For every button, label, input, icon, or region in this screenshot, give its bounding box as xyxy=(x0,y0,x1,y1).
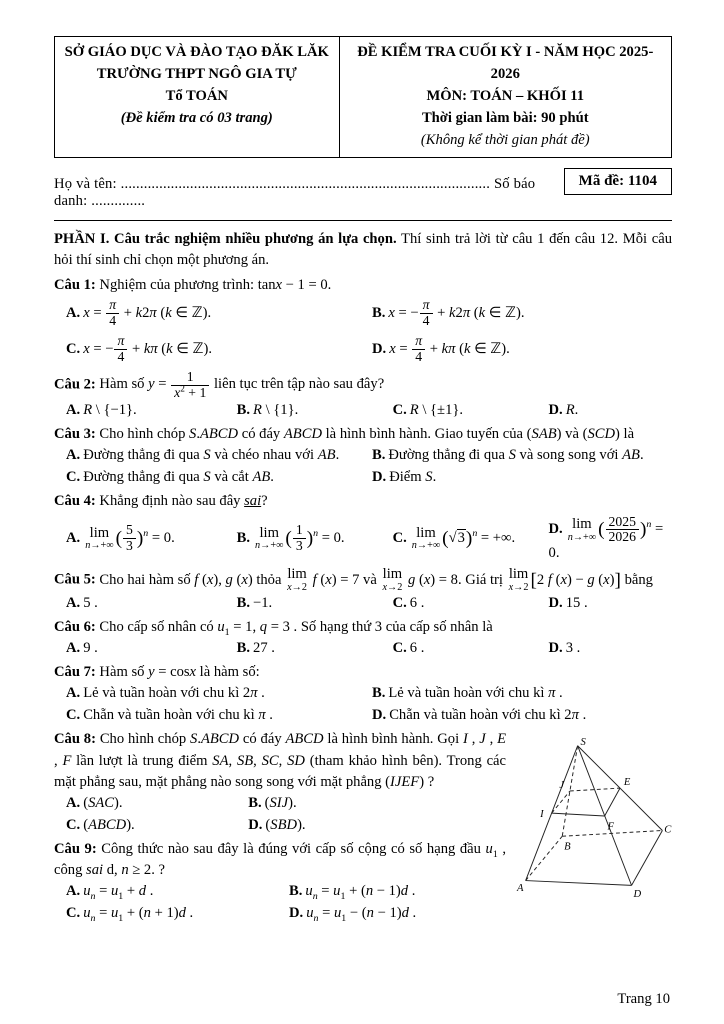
midpoint-label-J: J xyxy=(559,780,565,792)
department-line: SỞ GIÁO DỤC VÀ ĐÀO TẠO ĐĂK LĂK xyxy=(64,44,329,60)
name-and-id-line xyxy=(54,168,564,210)
duration-line: Thời gian làm bài: 90 phút xyxy=(421,109,589,126)
option-3D: D. Điểm S. xyxy=(372,469,437,486)
question-3 xyxy=(54,424,672,486)
subject-line: MÔN: TOÁN – KHỐI 11 xyxy=(426,87,585,104)
question-4-options xyxy=(54,515,672,563)
part1-instructions: Thí sinh trả lời từ câu 1 đến câu 12. Mỗi câu hỏi thí sinh chỉ chọn một phương án. xyxy=(54,231,672,268)
option-9A: A. $u_n = u_1 + d$ . xyxy=(66,883,154,903)
part1-heading xyxy=(54,229,672,270)
question-4 xyxy=(54,491,672,562)
duration-note-line: (Không kể thời gian phát đề) xyxy=(420,131,590,148)
option-8D: D. (SBD). xyxy=(248,816,306,833)
option-1A: A. x = $\frac{\pi}{4}$ + k2π (k ∈ ℤ). xyxy=(66,297,212,329)
question-9-text: Câu 9: Công thức nào sau đây là đúng với cấp số cộng có số hạng đầu $u_1$ , công sai d, n ≥ 2. ? xyxy=(54,840,507,879)
question-3-options xyxy=(54,447,672,486)
option-1D: D. x = $\frac{\pi}{4}$ + kπ (k ∈ ℤ). xyxy=(372,333,510,364)
option-6B: B. 27 . xyxy=(236,640,275,657)
edge-IJ-hidden xyxy=(552,791,570,813)
option-4A: A. lim n→+∞ ( $\frac{5}{3}$ )$^n$ = 0. xyxy=(66,522,175,553)
page-number: Trang 10 xyxy=(617,991,670,1007)
question-2-text: Câu 2: Hàm số y = $\frac{1}{x^2 + 1}$ liên tục trên tập nào sau đây? xyxy=(54,368,385,400)
school-block xyxy=(55,37,340,157)
question-9-options xyxy=(54,883,506,925)
option-8A: A. (SAC). xyxy=(66,794,123,811)
exam-title-block xyxy=(340,37,671,157)
exam-code-box: Mã đề: 1104 xyxy=(564,168,672,195)
pyramid-figure xyxy=(516,731,672,903)
edge-AB-hidden xyxy=(526,837,563,881)
header-divider xyxy=(54,220,672,221)
edge-EF xyxy=(605,789,620,817)
option-6D: D. 3 . xyxy=(548,640,581,657)
vertex-label-S: S xyxy=(580,737,586,749)
option-9D: D. $u_n = u_1 - (n - 1)d$ . xyxy=(289,905,417,925)
option-1C: C. x = − $\frac{\pi}{4}$ + kπ (k ∈ ℤ). xyxy=(66,333,213,364)
question-6-options xyxy=(54,640,672,657)
option-5B: B. −1. xyxy=(236,595,273,612)
option-7B: B. Lẻ và tuần hoàn với chu kì π . xyxy=(372,685,563,702)
name-field-label: Họ và tên: ................................................................................................ xyxy=(54,176,491,193)
option-5D: D. 15 . xyxy=(548,595,588,612)
option-6A: A. 9 . xyxy=(66,640,98,657)
option-7C: C. Chẵn và tuần hoàn với chu kì π . xyxy=(66,707,273,724)
option-3A: A. Đường thẳng đi qua S và chéo nhau với AB. xyxy=(66,447,340,464)
option-3B: B. Đường thẳng đi qua S và song song với AB. xyxy=(372,447,644,464)
edge-SC xyxy=(578,746,663,831)
question-8-text: Câu 8: Cho hình chóp S.ABCD có đáy ABCD là hình bình hành. Gọi I , J , E , F lần lượt là trung điểm SA, SB, SC, SD (tham khảo hình bên). Trong các mặt phẳng sau, mặt phẳng nào song song với mặt phẳng (IJEF) ? xyxy=(54,731,506,790)
vertex-label-A: A xyxy=(516,883,524,895)
question-2 xyxy=(54,370,672,420)
question-5-text: Câu 5: Cho hai hàm số f (x), g (x) thỏa lim x→2 f (x) = 7 và lim x→2 g (x) = 8. Giá trị lim x→2 [2 f (x) − g (x)] bằng xyxy=(54,566,653,593)
pages-note-line: (Đề kiểm tra có 03 trang) xyxy=(120,109,273,126)
option-5A: A. 5 . xyxy=(66,595,98,612)
option-3C: C. Đường thẳng đi qua S và cắt AB. xyxy=(66,469,274,486)
option-1B: B. x = − $\frac{\pi}{4}$ + k2π (k ∈ ℤ). xyxy=(372,297,525,329)
edge-AD xyxy=(526,881,632,886)
vertex-label-C: C xyxy=(664,824,672,836)
question-7-options xyxy=(54,685,672,724)
option-4C: C. lim n→+∞ $(√3)^n$ = +∞. xyxy=(392,524,516,552)
q8-q9-block xyxy=(54,729,672,924)
question-7-text: Câu 7: Hàm số y = cosx là hàm số: xyxy=(54,664,260,681)
option-5C: C. 6 . xyxy=(392,595,425,612)
option-2B: B. R \ {1}. xyxy=(236,402,299,419)
option-2A: A. R \ {−1}. xyxy=(66,402,137,419)
candidate-number-label: Số báo danh: .............. xyxy=(54,176,536,210)
exam-title-line: ĐỀ KIỂM TRA CUỐI KỲ I - NĂM HỌC 2025-2026 xyxy=(357,44,654,82)
option-8B: B. (SIJ). xyxy=(248,794,297,811)
question-8-options xyxy=(54,795,424,834)
option-9B: B. $u_n = u_1 + (n - 1)d$ . xyxy=(289,883,416,903)
edge-FI xyxy=(552,814,605,817)
question-1-options xyxy=(54,298,672,364)
vertex-label-B: B xyxy=(564,842,571,854)
vertex-label-D: D xyxy=(633,889,642,901)
option-2D: D. R. xyxy=(548,402,579,419)
exam-header xyxy=(54,36,672,158)
question-5-options xyxy=(54,595,672,612)
option-4B: B. lim n→+∞ ( $\frac{1}{3}$ )$^n$ = 0. xyxy=(236,522,345,553)
question-2-options xyxy=(54,402,672,419)
question-1-text: Câu 1: Nghiệm của phương trình: tanx − 1 = 0. xyxy=(54,277,332,294)
question-4-text: Câu 4: Khẳng định nào sau đây sai? xyxy=(54,493,268,510)
group-line: Tổ TOÁN xyxy=(165,87,228,104)
option-6C: C. 6 . xyxy=(392,640,425,657)
midpoint-label-E: E xyxy=(623,777,631,789)
school-line: TRƯỜNG THPT NGÔ GIA TỰ xyxy=(96,65,297,82)
midpoint-label-F: F xyxy=(607,821,614,833)
option-2C: C. R \ {±1}. xyxy=(392,402,464,419)
student-info-row xyxy=(54,168,672,210)
option-9C: C. $u_n = u_1 + (n + 1)d$ . xyxy=(66,905,194,925)
edge-DC xyxy=(632,831,663,886)
midpoint-label-I: I xyxy=(540,809,544,821)
question-3-text: Câu 3: Cho hình chóp S.ABCD có đáy ABCD là hình bình hành. Giao tuyến của (SAB) và (SCD) là xyxy=(54,426,635,443)
question-6 xyxy=(54,617,672,657)
question-6-text: Câu 6: Cho cấp số nhân có $u_1 = 1$, q = 3 . Số hạng thứ 3 của cấp số nhân là xyxy=(54,619,493,638)
option-7D: D. Chẵn và tuần hoàn với chu kì 2π . xyxy=(372,707,587,724)
option-7A: A. Lẻ và tuần hoàn với chu kì 2π . xyxy=(66,685,265,702)
part1-title: PHẦN I. Câu trắc nghiệm nhiều phương án lựa chọn. xyxy=(54,231,397,248)
question-1 xyxy=(54,275,672,364)
question-5 xyxy=(54,567,672,612)
option-8C: C. (ABCD). xyxy=(66,816,135,833)
question-7 xyxy=(54,662,672,724)
option-4D: D. lim n→+∞ ( $\frac{2025}{2026}$ )$^n$ = 0. xyxy=(548,513,664,562)
